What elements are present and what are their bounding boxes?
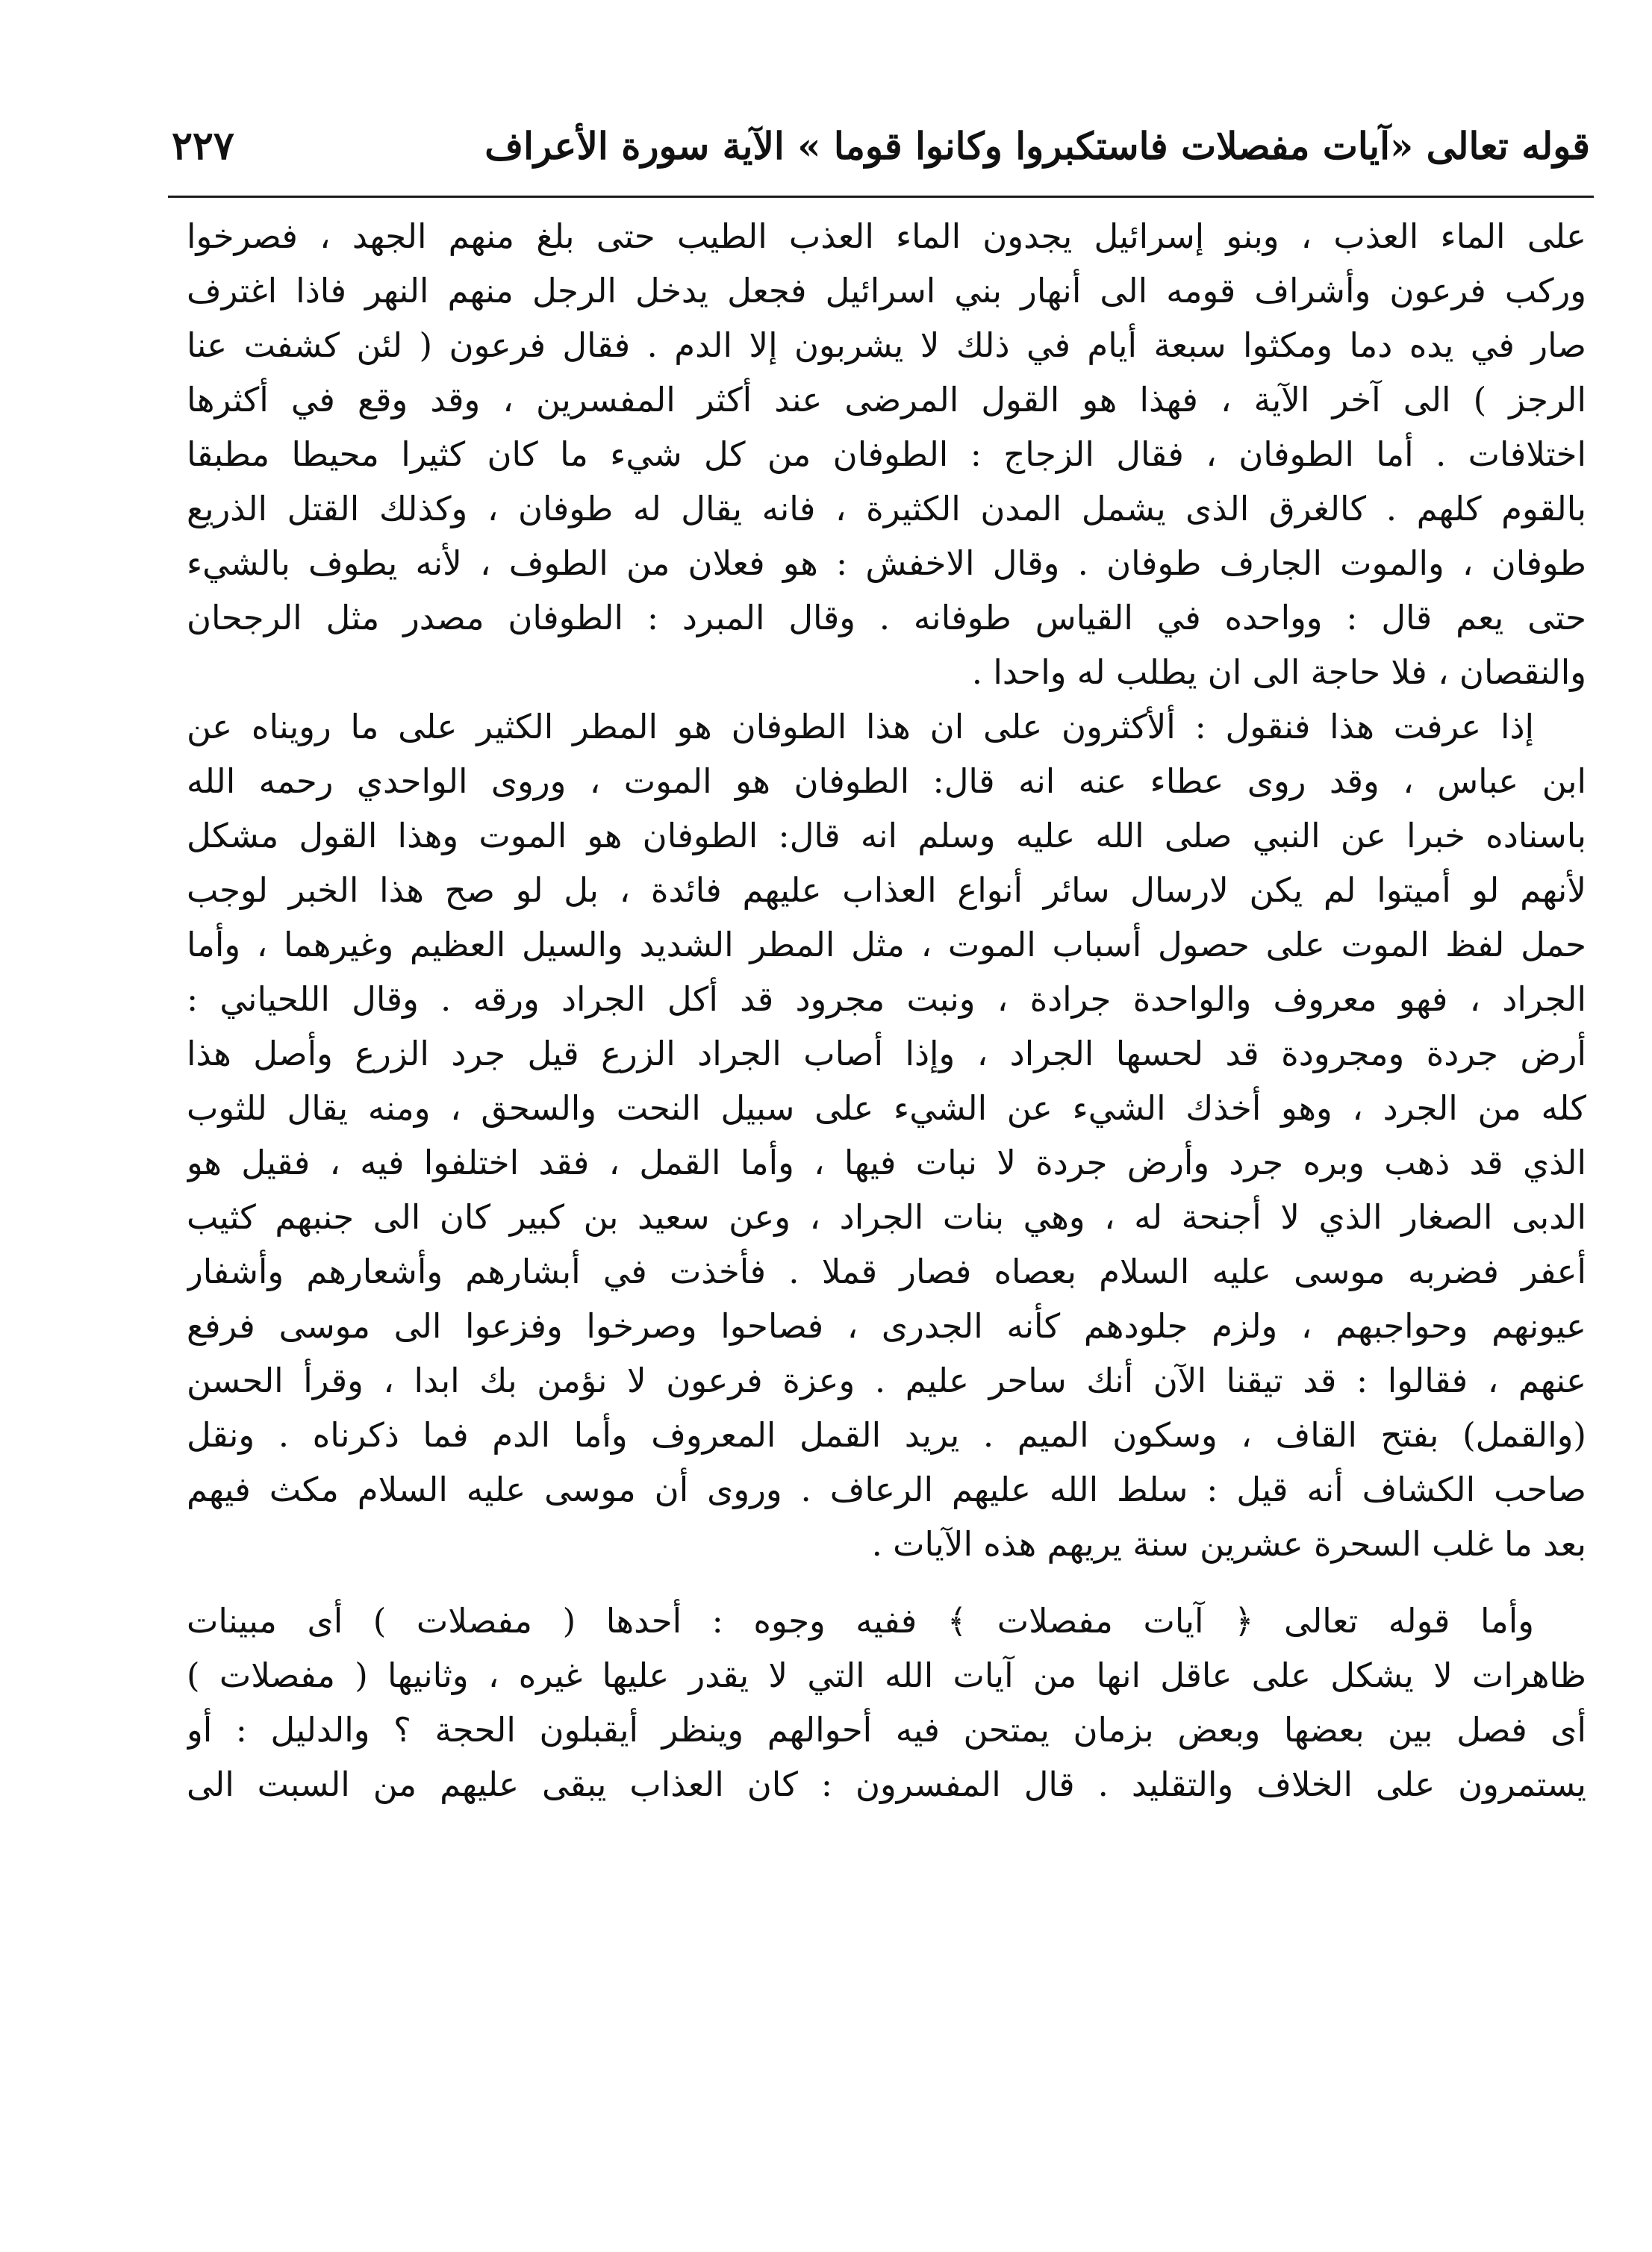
text-line: على الماء العذب ، وبنو إسرائيل يجدون الماء العذب الطيب حتى بلغ منهم الجهد ، فصرخوا [187, 216, 1586, 256]
paragraph [187, 209, 1586, 699]
text-line: إذا عرفت هذا فنقول : ألأكثرون على ان هذا الطوفان هو المطر الكثير على ما رويناه عن [187, 707, 1534, 746]
text-line: الجراد ، فهو معروف والواحدة جرادة ، ونبت مجرود قد أكل الجراد ورقه . وقال اللحياني : [187, 979, 1586, 1019]
running-header [172, 112, 1590, 179]
text-line: وركب فرعون وأشراف قومه الى أنهار بني اسرائيل فجعل يدخل الرجل منهم النهر فاذا اغترف [187, 271, 1586, 311]
page-body [187, 209, 1586, 1812]
text-line: عيونهم وحواجبهم ، ولزم جلودهم كأنه الجدرى ، فصاحوا وصرخوا وفزعوا الى موسى فرفع [187, 1306, 1586, 1346]
text-line: والنقصان ، فلا حاجة الى ان يطلب له واحدا . [971, 652, 1586, 692]
text-line: أرض جردة ومجرودة قد لحسها الجراد ، وإذا أصاب الجراد الزرع قيل جرد الزرع وأصل هذا [187, 1034, 1586, 1073]
text-line: (والقمل) بفتح القاف ، وسكون الميم . يريد القمل المعروف وأما الدم فما ذكرناه . ونقل [187, 1415, 1586, 1455]
text-line: حتى يعم قال : وواحده في القياس طوفانه . وقال المبرد : الطوفان مصدر مثل الرجحان [187, 598, 1586, 637]
text-line: طوفان ، والموت الجارف طوفان . وقال الاخفش : هو فعلان من الطوف ، لأنه يطوف بالشيء [187, 543, 1586, 583]
text-line: يستمرون على الخلاف والتقليد . قال المفسرون : كان العذاب يبقى عليهم من السبت الى [187, 1765, 1586, 1804]
text-line: ابن عباس ، وقد روى عطاء عنه انه قال: الطوفان هو الموت ، وروى الواحدي رحمه الله [187, 761, 1586, 801]
header-divider [168, 196, 1594, 198]
text-line: بعد ما غلب السحرة عشرين سنة يريهم هذه الآيات . [871, 1524, 1586, 1564]
text-line: صار في يده دما ومكثوا سبعة أيام في ذلك لا يشربون إلا الدم . فقال فرعون ( لئن كشفت عنا [187, 325, 1586, 365]
text-line: الرجز ) الى آخر الآية ، فهذا هو القول المرضى عند أكثر المفسرين ، وقد وقع في أكثرها [187, 380, 1586, 419]
text-line: الذي قد ذهب وبره جرد وأرض جردة لا نبات فيها ، وأما القمل ، فقد اختلفوا فيه ، فقيل هو [187, 1143, 1586, 1182]
paragraph [187, 699, 1586, 1571]
text-line: وأما قوله تعالى ﴿ آيات مفصلات ﴾ ففيه وجوه : أحدها ( مفصلات ) أى مبينات [187, 1601, 1534, 1641]
text-line: أى فصل بين بعضها وبعض بزمان يمتحن فيه أحوالهم وينظر أيقبلون الحجة ؟ والدليل : أو [187, 1710, 1586, 1750]
paragraph [187, 1594, 1586, 1812]
text-line: اختلافات . أما الطوفان ، فقال الزجاج : الطوفان من كل شيء ما كان كثيرا محيطا مطبقا [187, 434, 1586, 474]
text-line: بالقوم كلهم . كالغرق الذى يشمل المدن الكثيرة ، فانه يقال له طوفان ، وكذلك القتل الذريع [187, 489, 1586, 528]
page-number: ٢٢٧ [172, 122, 234, 169]
text-line: باسناده خبرا عن النبي صلى الله عليه وسلم انه قال: الطوفان هو الموت وهذا القول مشكل [187, 816, 1586, 855]
text-line: عنهم ، فقالوا : قد تيقنا الآن أنك ساحر عليم . وعزة فرعون لا نؤمن بك ابدا ، وقرأ الحسن [187, 1361, 1586, 1400]
text-line: ظاهرات لا يشكل على عاقل انها من آيات الله التي لا يقدر عليها غيره ، وثانيها ( مفصلات ) [187, 1656, 1586, 1695]
text-line: الدبى الصغار الذي لا أجنحة له ، وهي بنات الجراد ، وعن سعيد بن كبير كان الى جنبهم كثيب [187, 1197, 1586, 1237]
text-line: أعفر فضربه موسى عليه السلام بعصاه فصار قملا . فأخذت في أبشارهم وأشعارهم وأشفار [187, 1252, 1586, 1291]
paragraph-gap [187, 1571, 1586, 1594]
text-line: حمل لفظ الموت على حصول أسباب الموت ، مثل المطر الشديد والسيل العظيم وغيرهما ، وأما [187, 925, 1586, 964]
text-line: صاحب الكشاف أنه قيل : سلط الله عليهم الرعاف . وروى أن موسى عليه السلام مكث فيهم [187, 1470, 1586, 1509]
text-line: لأنهم لو أميتوا لم يكن لارسال سائر أنواع العذاب عليهم فائدة ، بل لو صح هذا الخبر لوجب [187, 870, 1586, 910]
text-line: كله من الجرد ، وهو أخذك الشيء عن الشيء على سبيل النحت والسحق ، ومنه يقال للثوب [187, 1088, 1586, 1128]
header-title: قوله تعالى «آيات مفصلات فاستكبروا وكانوا قوما » الآية سورة الأعراف [484, 123, 1590, 168]
